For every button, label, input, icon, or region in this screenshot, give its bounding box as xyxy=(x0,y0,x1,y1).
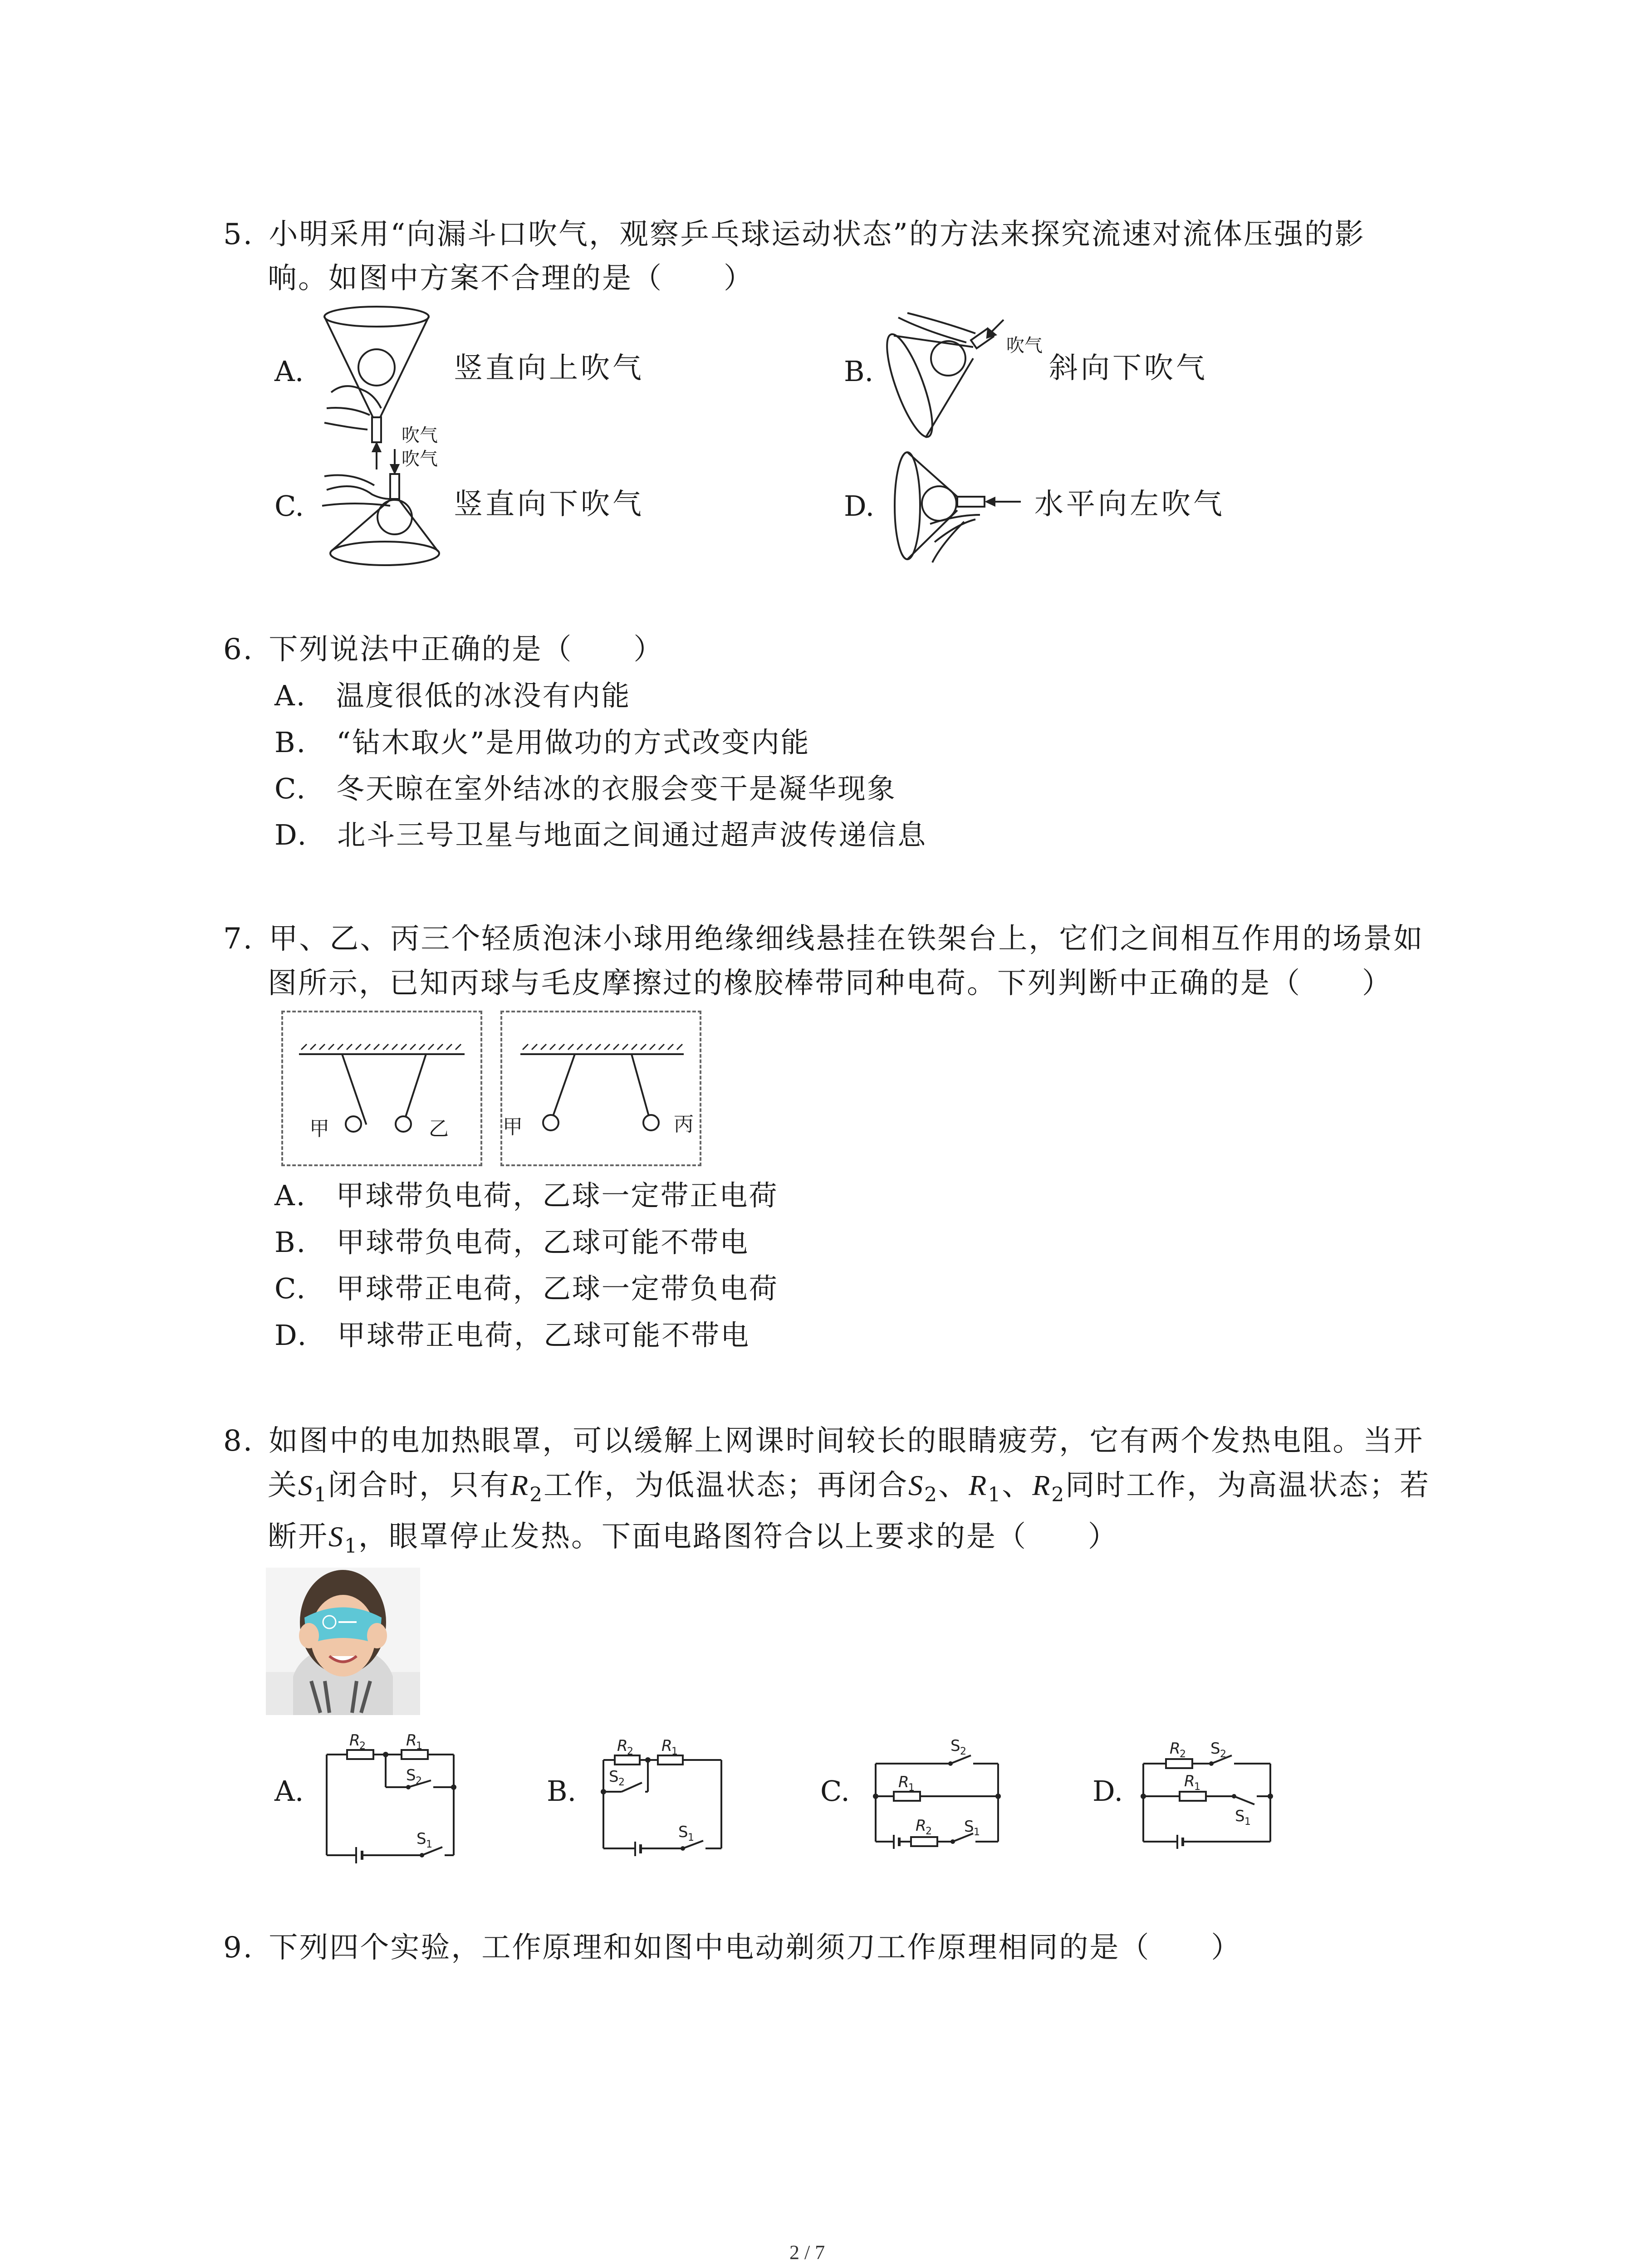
q5-text-line1: 小明采用“向漏斗口吹气，观察乒乓球运动状态”的方法来探究流速对流体压强的影 xyxy=(269,218,1365,251)
q8-option-c-letter: C. xyxy=(820,1774,850,1808)
q8-line3: 断开$S_1$，眼罩停止发热。下面电路图符合以上要求的是（ ） xyxy=(268,1520,1118,1558)
q5-figure-d-funnel-horizontal xyxy=(889,447,1034,574)
q8-line1 xyxy=(223,1424,1424,1458)
svg-text:S: S xyxy=(678,1823,688,1841)
q6-stem xyxy=(223,635,664,664)
svg-text:R: R xyxy=(1170,1740,1181,1758)
svg-text:1: 1 xyxy=(426,1839,432,1850)
q7-ball-label-yi: 乙 xyxy=(429,1117,449,1140)
q7-option-b: B. 甲球带负电荷，乙球可能不带电 xyxy=(274,1226,749,1259)
svg-text:S: S xyxy=(1210,1740,1220,1758)
q5-option-a-caption: 竖直向上吹气 xyxy=(454,352,644,385)
svg-text:2: 2 xyxy=(960,1746,966,1757)
q8-option-d-letter: D. xyxy=(1092,1774,1123,1808)
svg-text:2: 2 xyxy=(926,1826,932,1837)
q5-blow-label-b: 吹气 xyxy=(1006,335,1043,356)
q8-option-b-letter: B. xyxy=(547,1774,577,1808)
svg-text:2: 2 xyxy=(1180,1749,1186,1760)
q8-line2: 关$S_1$闭合时，只有$R_2$工作，为低温状态；再闭合$S_2$、$R_1$、$R_2$同时工作，为高温状态；若 xyxy=(268,1469,1430,1506)
q6-option-b: B. “钻木取火”是用做功的方式改变内能 xyxy=(274,726,810,759)
q5-option-c-letter: C. xyxy=(274,489,304,523)
svg-text:R: R xyxy=(1184,1772,1195,1790)
q7-option-a: A. 甲球带负电荷，乙球一定带正电荷 xyxy=(274,1179,779,1212)
q5-option-c-caption: 竖直向下吹气 xyxy=(454,488,644,521)
q6-text: 下列说法中正确的是（ ） xyxy=(269,633,664,666)
svg-text:S: S xyxy=(964,1818,974,1836)
q7-option-c: C. 甲球带正电荷，乙球一定带负电荷 xyxy=(274,1272,779,1305)
q5-number: 5. xyxy=(223,218,254,251)
svg-text:S: S xyxy=(406,1766,416,1784)
q5-option-b-caption: 斜向下吹气 xyxy=(1049,352,1208,385)
q5-blow-label-up: 吹气 xyxy=(402,425,438,446)
svg-text:1: 1 xyxy=(671,1746,678,1757)
q9-number: 9. xyxy=(223,1931,254,1965)
q8-circuit-d xyxy=(1134,1728,1279,1864)
svg-text:1: 1 xyxy=(1194,1781,1200,1793)
q7-number: 7. xyxy=(223,922,254,956)
svg-text:1: 1 xyxy=(974,1827,980,1838)
q7-text-line1: 甲、乙、丙三个轻质泡沫小球用绝缘细线悬挂在铁架台上，它们之间相互作用的场景如 xyxy=(269,922,1424,956)
svg-text:1: 1 xyxy=(908,1782,915,1794)
svg-text:2: 2 xyxy=(618,1777,625,1788)
q5-line2: 响。如图中方案不合理的是（ ） xyxy=(268,262,754,295)
q6-number: 6. xyxy=(223,633,254,666)
svg-text:2: 2 xyxy=(359,1740,366,1752)
q7-ball-label-jia-left: 甲 xyxy=(309,1117,329,1140)
q6-option-d: D. 北斗三号卫星与地面之间通过超声波传递信息 xyxy=(274,818,927,851)
q7-option-d: D. 甲球带正电荷，乙球可能不带电 xyxy=(274,1319,750,1352)
svg-text:1: 1 xyxy=(416,1740,422,1752)
page-number: 2 / 7 xyxy=(789,2241,825,2263)
q8-circuit-a xyxy=(318,1728,463,1864)
svg-text:S: S xyxy=(1235,1807,1245,1825)
q9-text: 下列四个实验，工作原理和如图中电动剃须刀工作原理相同的是（ ） xyxy=(269,1931,1242,1965)
q7-ball-label-bing: 丙 xyxy=(674,1113,694,1136)
q7-ball-label-jia-right: 甲 xyxy=(503,1115,523,1139)
q5-figure-b-funnel-diagonal xyxy=(885,308,1030,445)
q6-option-a: A. 温度很低的冰没有内能 xyxy=(274,679,631,712)
q6-option-c: C. 冬天晾在室外结冰的衣服会变干是凝华现象 xyxy=(274,772,896,805)
svg-text:1: 1 xyxy=(688,1832,694,1843)
svg-text:R: R xyxy=(406,1731,417,1750)
svg-text:S: S xyxy=(950,1737,960,1755)
svg-text:2: 2 xyxy=(627,1746,633,1757)
svg-text:R: R xyxy=(349,1731,360,1750)
q7-figure-right-drawing xyxy=(502,1012,700,1164)
svg-text:2: 2 xyxy=(416,1775,422,1787)
q7-figure-left-drawing xyxy=(283,1012,480,1164)
svg-text:2: 2 xyxy=(1220,1749,1226,1760)
q8-option-a-letter: A. xyxy=(274,1774,304,1808)
q5-figure-c-funnel-down xyxy=(318,449,445,572)
q8-number: 8. xyxy=(223,1424,254,1458)
q9-stem xyxy=(223,1931,1242,1965)
svg-text:R: R xyxy=(916,1817,926,1835)
q7-line1 xyxy=(223,922,1424,956)
q8-circuit-c xyxy=(862,1728,1007,1864)
svg-text:S: S xyxy=(416,1830,426,1848)
q5-line1 xyxy=(223,220,1365,249)
svg-text:R: R xyxy=(898,1773,909,1791)
q8-text-line1: 如图中的电加热眼罩，可以缓解上网课时间较长的眼睛疲劳，它有两个发热电阻。当开 xyxy=(269,1424,1424,1458)
svg-text:S: S xyxy=(609,1768,619,1786)
q5-option-b-letter: B. xyxy=(844,355,874,388)
svg-text:R: R xyxy=(617,1737,628,1755)
q5-option-d-letter: D. xyxy=(844,489,875,523)
q7-line2: 图所示，已知丙球与毛皮摩擦过的橡胶棒带同种电荷。下列判断中正确的是（ ） xyxy=(268,967,1392,1000)
svg-text:1: 1 xyxy=(1244,1816,1251,1828)
q5-option-a-letter: A. xyxy=(274,355,304,388)
q5-blow-label-down: 吹气 xyxy=(402,449,438,469)
q8-circuit-b xyxy=(590,1728,735,1864)
q8-eye-mask-photo xyxy=(266,1568,420,1715)
q5-option-d-caption: 水平向左吹气 xyxy=(1034,488,1225,521)
svg-text:R: R xyxy=(661,1737,672,1755)
